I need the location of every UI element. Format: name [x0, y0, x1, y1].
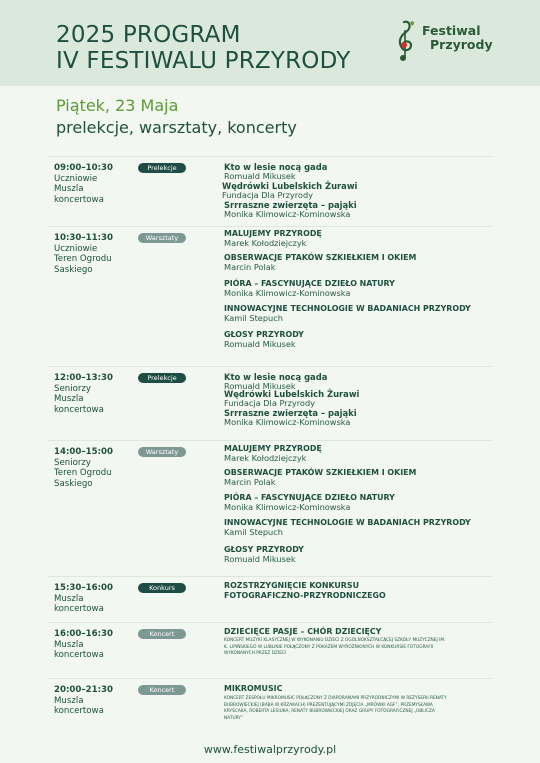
- event-title: PIÓRA – FASCYNUJĄCE DZIEŁO NATURY: [224, 279, 395, 288]
- time-block: [54, 685, 134, 717]
- category-badge: Warsztaty: [138, 233, 186, 243]
- program-subtitle: prelekcje, warsztaty, koncerty: [56, 118, 297, 137]
- time-range: 15:30–16:00: [54, 583, 114, 593]
- schedule-row: [48, 440, 492, 572]
- event-presenter: Kamil Stepuch: [224, 527, 283, 537]
- event-item: [224, 279, 395, 298]
- time-range: 14:00–15:00: [54, 447, 114, 457]
- audience: Uczniowie: [54, 173, 98, 184]
- event-item: [224, 545, 304, 564]
- venue-line: Teren Ogrodu: [54, 254, 112, 264]
- audience: Seniorzy: [54, 457, 91, 468]
- event-title: INNOWACYJNE TECHNOLOGIE W BADANIACH PRZYRODY: [224, 304, 471, 313]
- time-block: [54, 583, 134, 615]
- event-title: Wędrówki Lubelskich Żurawi: [222, 181, 358, 191]
- event-title: MIKROMUSIC: [224, 684, 283, 693]
- event-title: ROZSTRZYGNIĘCIE KONKURSU: [224, 581, 359, 590]
- event-presenter: Monika Klimowicz-Kominowska: [224, 288, 351, 298]
- venue-line: koncertowa: [54, 650, 104, 660]
- event-title: DZIECIĘCE PASJE – CHÓR DZIECIĘCY: [224, 627, 382, 636]
- header-band: [0, 0, 540, 86]
- event-title: MALUJEMY PRZYRODĘ: [224, 444, 322, 453]
- event-presenter: Romuald Mikusek: [224, 171, 296, 181]
- time-block: [54, 629, 134, 661]
- event-item: [224, 627, 450, 658]
- event-presenter: Fundacja Dla Przyrody: [224, 398, 315, 408]
- category-badge: Konkurs: [138, 583, 186, 593]
- venue-line: Muszla: [54, 639, 84, 650]
- logo-line-2: Przyrody: [430, 37, 493, 52]
- event-title: OBSERWACJE PTAKÓW SZKIEŁKIEM I OKIEM: [224, 468, 417, 477]
- event-presenter: Kamil Stepuch: [224, 313, 283, 323]
- category-badge: Koncert: [138, 629, 186, 639]
- event-presenter: Monika Klimowicz-Kominowska: [224, 417, 351, 427]
- event-presenter: Romuald Mikusek: [224, 339, 296, 349]
- title-line-1: 2025 PROGRAM: [56, 22, 241, 48]
- event-title: OBSERWACJE PTAKÓW SZKIEŁKIEM I OKIEM: [224, 253, 417, 262]
- treble-clef-leaf-icon: [390, 18, 422, 62]
- event-title: GŁOSY PRZYRODY: [224, 545, 304, 554]
- event-presenter: Marek Kołodziejczyk: [224, 453, 307, 463]
- event-item: [224, 444, 322, 463]
- schedule-row: [48, 366, 492, 438]
- schedule-row: [48, 576, 492, 620]
- festival-logo: [390, 18, 510, 62]
- event-description: KONCERT ZESPOŁU MIKROMUSIC POŁĄCZONY Z DIAPORAMAMI PRZYRODNICZYMI W REŻYSERII RENATY BUBROWIECKIEJ (BABA W KRZAKACH) PREZENTUJĄCYMI ZDJĘCIA „MRÓWKI AGF”, PRZEMYSŁAWA KRYŚCAKA, ROBERTA LESIUKA, RENATY BUBROWIECKIEJ ORAZ GRUPY FOTOGRAFICZNEJ „OBLICZA NATURY”: [224, 696, 447, 721]
- venue-line: Teren Ogrodu: [54, 468, 112, 478]
- event-title: Srrraszne zwierzęta – pająki: [224, 200, 357, 210]
- event-presenter: Monika Klimowicz-Kominowska: [224, 502, 351, 512]
- event-item: [224, 304, 471, 323]
- event-presenter: Marcin Polak: [224, 477, 276, 487]
- venue-line: koncertowa: [54, 194, 104, 205]
- event-item: [224, 493, 395, 512]
- event-item: [224, 162, 327, 181]
- schedule-row: [48, 156, 492, 228]
- venue-line: koncertowa: [54, 706, 104, 716]
- event-item: [224, 200, 357, 219]
- event-title: GŁOSY PRZYRODY: [224, 330, 304, 339]
- venue-line: Muszla: [54, 593, 84, 604]
- venue-line: Saskiego: [54, 478, 93, 489]
- event-presenter: Romuald Mikusek: [224, 554, 296, 564]
- time-range: 10:30–11:30: [54, 233, 114, 243]
- time-range: 09:00–10:30: [54, 163, 114, 173]
- event-item: [224, 229, 322, 248]
- event-item: [222, 181, 357, 200]
- schedule-row: [48, 226, 492, 358]
- logo-line-1: Festiwal: [422, 23, 481, 38]
- day-heading: Piątek, 23 Maja: [56, 96, 179, 115]
- schedule-row: [48, 678, 492, 738]
- page-title: [56, 22, 351, 74]
- event-item: [224, 468, 416, 487]
- audience: Uczniowie: [54, 243, 98, 254]
- venue-line: koncertowa: [54, 604, 104, 614]
- venue-line: koncertowa: [54, 404, 104, 415]
- event-title: Kto w lesie nocą gada: [224, 372, 328, 382]
- venue-line: Muszla: [54, 695, 84, 706]
- venue-line: Muszla: [54, 184, 84, 194]
- event-description: KONCERT MUZYKI KLASYCZNEJ W WYKONANIU DZIECI Z OGÓLNOKSZTAŁCĄCEJ SZKOŁY MUZYCZNEJ IM. K. LIPIŃSKIEGO W LUBLINIE POŁĄCZONY Z POKAZEM WYRÓŻNIONYCH W KONKURSIE FOTOGRAFII WYKONANYCH PRZEZ DZIECI: [224, 638, 446, 657]
- event-item: [224, 389, 359, 408]
- time-block: [54, 163, 134, 205]
- time-range: 20:00–21:30: [54, 685, 114, 695]
- event-item: [224, 518, 471, 537]
- time-block: [54, 233, 134, 275]
- category-badge: Prelekcje: [138, 163, 186, 173]
- event-presenter: Romuald Mikusek: [224, 381, 296, 391]
- event-item: [224, 408, 357, 427]
- time-range: 16:00–16:30: [54, 629, 114, 639]
- category-badge: Prelekcje: [138, 373, 186, 383]
- audience: Seniorzy: [54, 383, 91, 394]
- venue-line: Saskiego: [54, 264, 93, 275]
- event-title: INNOWACYJNE TECHNOLOGIE W BADANIACH PRZYRODY: [224, 518, 471, 527]
- venue-line: Muszla: [54, 394, 84, 404]
- event-item: [224, 330, 304, 349]
- event-item: [224, 253, 416, 272]
- event-title: PIÓRA – FASCYNUJĄCE DZIEŁO NATURY: [224, 493, 395, 502]
- event-title: FOTOGRAFICZNO-PRZYRODNICZEGO: [224, 591, 386, 600]
- event-presenter: Marcin Polak: [224, 262, 276, 272]
- event-title: Wędrówki Lubelskich Żurawi: [224, 389, 360, 399]
- category-badge: Warsztaty: [138, 447, 186, 457]
- logo-wordmark: [422, 24, 493, 52]
- event-presenter: Fundacja Dla Przyrody: [222, 190, 313, 200]
- event-item: [224, 581, 386, 601]
- category-badge: Koncert: [138, 685, 186, 695]
- event-title: MALUJEMY PRZYRODĘ: [224, 229, 322, 238]
- website-link[interactable]: www.festiwalprzyrody.pl: [203, 743, 337, 756]
- event-title: Kto w lesie nocą gada: [224, 162, 328, 172]
- time-block: [54, 447, 134, 489]
- event-title: Srrraszne zwierzęta – pająki: [224, 408, 357, 418]
- event-item: [224, 684, 450, 722]
- event-presenter: Monika Klimowicz-Kominowska: [224, 209, 351, 219]
- schedule-row: [48, 622, 492, 678]
- time-range: 12:00–13:30: [54, 373, 114, 383]
- title-line-2: IV FESTIWALU PRZYRODY: [56, 48, 351, 74]
- time-block: [54, 373, 134, 415]
- event-presenter: Marek Kołodziejczyk: [224, 238, 307, 248]
